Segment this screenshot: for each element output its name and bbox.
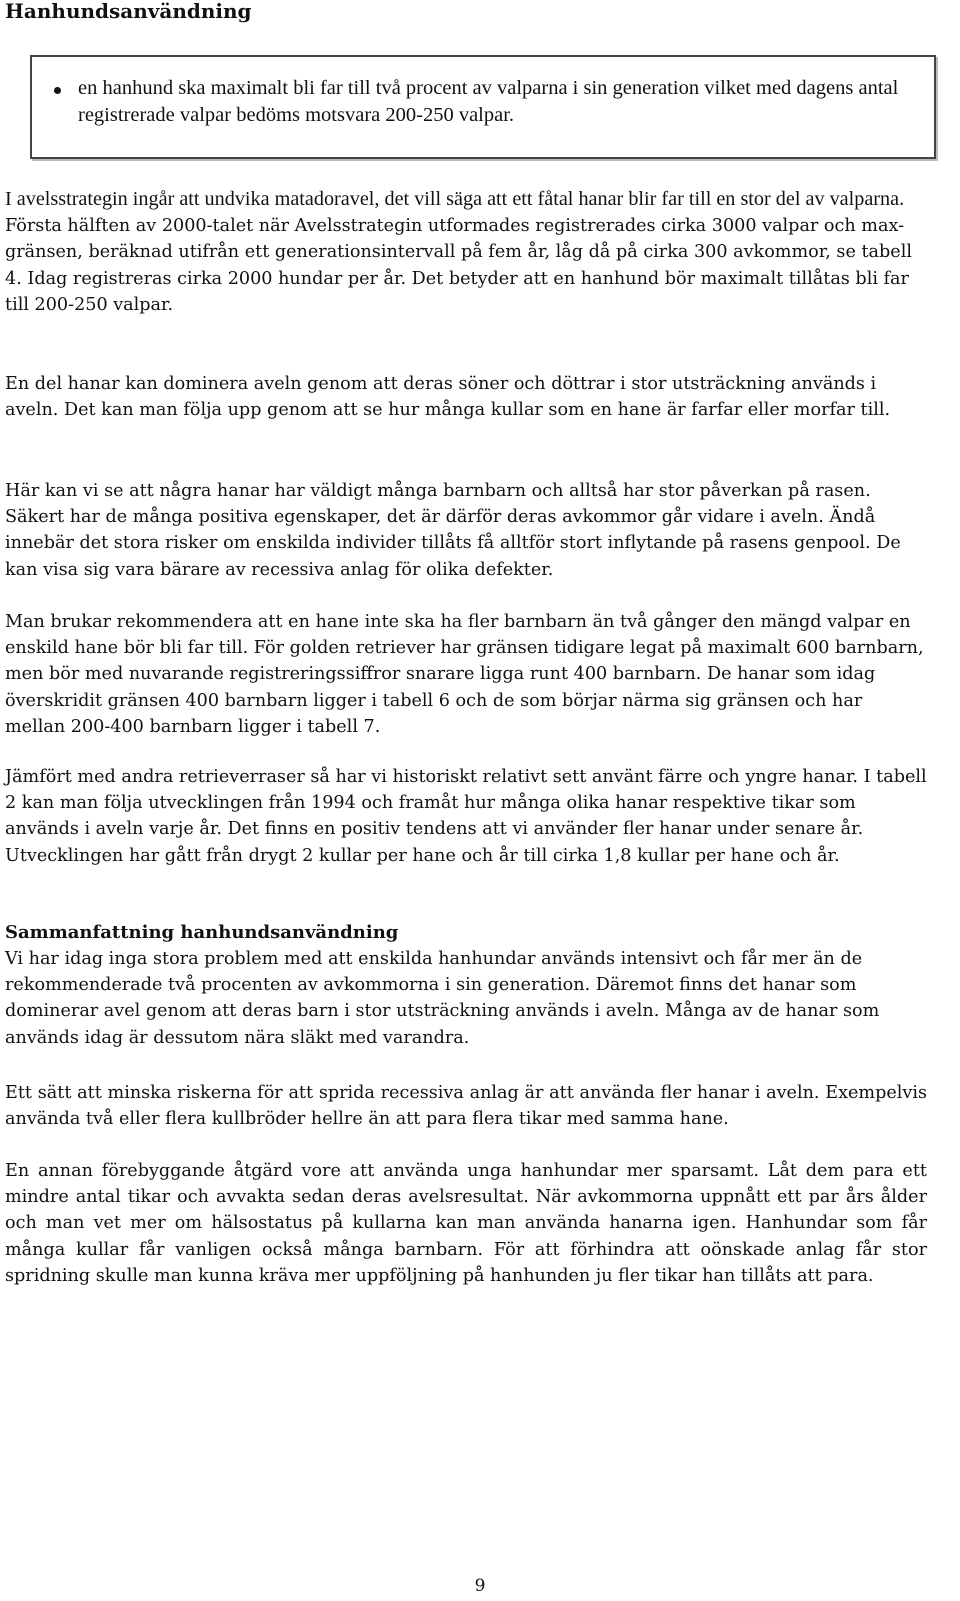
paragraph-dominance: En del hanar kan dominera aveln genom att deras söner och döttrar i stor utsträckning används i aveln. Det kan man följa upp genom att se hur många kullar som en hane är farfar eller morfar till. [5,374,891,421]
section-heading: Hanhundsanvändning [5,0,252,23]
paragraph-avelsstrategi-rest: Första hälften av 2000-talet när Avelsstrategin utformades registrerades cirka 3000 valpar och max-gränsen, beräknad utifrån ett generationsintervall på fem år, låg då på cirka 300 avkommor, se tabell 4. Idag registreras cirka 2000 hundar per år. Det betyder att en hanhund bör maximalt tillåtas bli far till 200-250 valpar. [5,216,912,315]
summary-paragraph-3: En annan förebyggande åtgärd vore att använda unga hanhundar mer sparsamt. Låt dem para ett mindre antal tikar och avvakta sedan deras avelsresultat. När avkommorna uppnått ett par års ålder och man vet mer om hälsostatus på kullarna kan man använda hanarna igen. Hanhundar som får många kullar får vanligen också många barnbarn. För att förhindra att oönskade anlag får stor spridning skulle man kunna kräva mer uppföljning på hanhunden ju fler tikar han tillåts att para. [5,1161,927,1286]
paragraph-avelsstrategi [5,186,927,318]
recommendation-text: en hanhund ska maximalt bli far till två procent av valparna i sin generation vilket med dagens antal registrerade valpar bedöms motsvara 200-250 valpar. [78,77,899,126]
paragraph-avelsstrategi-lead: I avelsstrategin ingår att undvika matadoravel, det vill säga att ett fåtal hanar blir far till en stor del av valparna. [5,188,905,210]
paragraph-comparison: Jämfört med andra retrieverraser så har vi historiskt relativt sett använt färre och yngre hanar. I tabell 2 kan man följa utvecklingen från 1994 och framåt hur många olika hanar respektive tikar som används i aveln varje år. Det finns en positiv tendens att vi använder fler hanar under senare år. Utvecklingen har gått från drygt 2 kullar per hane och år till cirka 1,8 kullar per hane och år. [5,767,927,866]
paragraph-grandchildren: Här kan vi se att några hanar har väldigt många barnbarn och alltså har stor påverkan på rasen. Säkert har de många positiva egenskaper, det är därför deras avkommor går vidare i aveln. Ändå innebär det stora risker om enskilda individer tillåts få alltför stort inflytande på rasens genpool. De kan visa sig vara bärare av recessiva anlag för olika defekter. [5,481,901,580]
recommendation-box [30,55,936,159]
bullet-icon [54,87,61,94]
paragraph-recommendation: Man brukar rekommendera att en hane inte ska ha fler barnbarn än två gånger den mängd valpar en enskild hane bör bli far till. För golden retriever har gränsen tidigare legat på maximalt 600 barnbarn, men bör med nuvarande registreringssiffror snarare ligga runt 400 barnbarn. De hanar som idag överskridit gränsen 400 barnbarn ligger i tabell 6 och de som börjar närma sig gränsen och har mellan 200-400 barnbarn ligger i tabell 7. [5,612,924,737]
page-number: 9 [474,1576,486,1596]
summary-paragraph-2: Ett sätt att minska riskerna för att sprida recessiva anlag är att använda fler hanar i aveln. Exempelvis använda två eller flera kullbröder hellre än att para flera tikar med samma hane. [5,1083,927,1130]
summary-paragraph-1: Vi har idag inga stora problem med att enskilda hanhundar används intensivt och får mer än de rekommenderade två procenten av avkommorna i sin generation. Däremot finns det hanar som dominerar avel genom att deras barn i stor utsträckning används i aveln. Många av de hanar som används idag är dessutom nära släkt med varandra. [5,949,880,1048]
summary-heading: Sammanfattning hanhundsanvändning [5,922,399,943]
